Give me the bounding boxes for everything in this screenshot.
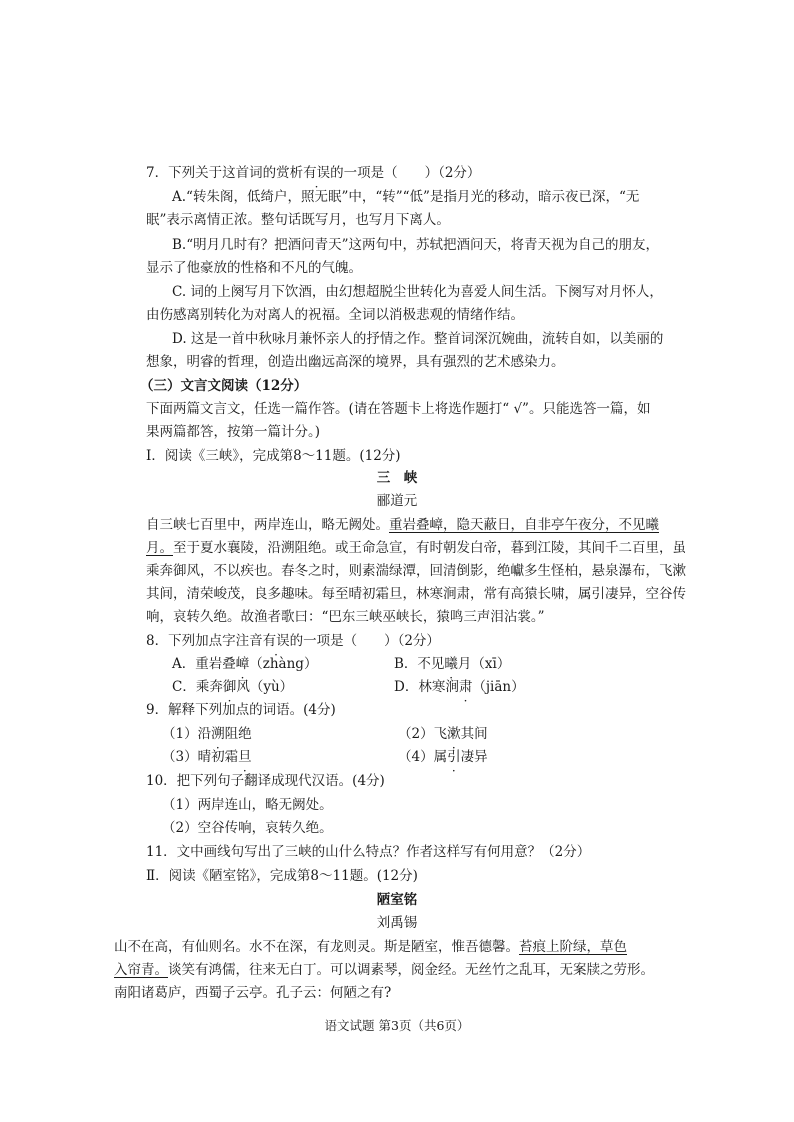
q10-stem: 10．把下列句子翻译成现代汉语。(4分) [146, 773, 385, 789]
emphasis-dot: 旦 [238, 749, 252, 765]
section-instruction-line1: 下面两篇文言文，任选一篇作答。(请在答题卡上将选作题打“ √”。只能选答一篇，如 [146, 401, 651, 417]
q8-option-b: B．不见曦月（xī） [394, 656, 511, 672]
underlined-sentence-end: 月。 [146, 540, 173, 556]
q7-option-b-line2: 显示了他豪放的性格和不凡的气魄。 [146, 260, 362, 276]
part1-passage-line4: 其间，清荣峻茂，良多趣味。每至晴初霜旦，林寒涧肃，常有高猿长啸，属引凄异，空谷传 [146, 586, 686, 602]
emphasis-dot: 曦 [444, 656, 458, 672]
part1-passage-line5: 响，哀转久绝。故渔者歌曰：“巴东三峡巫峡长，猿鸣三声泪沾裳。” [146, 609, 545, 625]
q11-stem: 11．文中画线句写出了三峡的山什么特点？作者这样写有何用意？（2分） [146, 844, 591, 860]
q7-option-c-line2: 由伤感离别转化为对离人的祝福。全词以消极悲观的情绪作结。 [146, 307, 524, 323]
part2-passage-line3: 南阳诸葛庐，西蜀子云亭。孔子云：何陋之有? [114, 985, 392, 1001]
underlined-sentence: 重岩叠嶂，隐天蔽日，自非亭午夜分，不见曦 [389, 517, 659, 533]
emphasis-dot: 有误 [303, 165, 331, 181]
q7-option-d-line1: D. 这是一首中秋咏月兼怀亲人的抒情之作。整首词深沉婉曲，流转自如，以美丽的 [172, 331, 664, 347]
underlined-sentence: 苔痕上阶绿，草色 [519, 939, 627, 955]
part1-title: 三 峡 [376, 470, 418, 486]
emphasis-dot: 嶂 [235, 656, 250, 672]
q7-option-a-line2: 眠”表示离情正浓。整句话既写月，也写月下离人。 [146, 212, 450, 228]
q7-option-a-line1: A.“转朱阁，低绮户，照无眠”中，“转”“低”是指月光的移动，暗示夜已深，“无 [172, 189, 640, 205]
q9-item-3: （3）晴初霜旦 [162, 749, 252, 765]
q8-option-c: C．乘奔御风（yù） [172, 679, 294, 695]
part2-author: 刘禹锡 [376, 915, 418, 931]
q9-item-1: （1）沿溯阻绝 [162, 726, 252, 742]
emphasis-dot: 御 [222, 679, 237, 695]
section-instruction-line2: 果两篇都答，按第一篇计分。) [146, 424, 321, 440]
part1-author: 郦道元 [376, 493, 418, 509]
part2-passage-line2: 入帘青。谈笑有鸿儒，往来无白丁。可以调素琴，阅金经。无丝竹之乱耳，无案牍之劳形。 [114, 962, 654, 978]
emphasis-dot: 有误 [262, 633, 290, 649]
part1-passage-line3: 乘奔御风，不以疾也。春冬之时，则素湍绿潭，回清倒影，绝巘多生怪柏，悬泉瀑布，飞漱 [146, 563, 686, 579]
part1-passage-line2: 月。至于夏水襄陵，沿溯阻绝。或王命急宣，有时朝发白帝，暮到江陵，其间千二百里，虽 [146, 540, 686, 556]
q7-option-c-line1: C. 词的上阕写月下饮酒，由幻想超脱尘世转化为喜爱人间生活。下阕写对月怀人， [172, 284, 663, 300]
emphasis-dot: 溯 [211, 726, 225, 742]
part1-passage-line1: 自三峡七百里中，两岸连山，略无阙处。重岩叠嶂，隐天蔽日，自非亭午夜分，不见曦 [146, 517, 659, 533]
q8-stem: 8．下列加点字注音有误的一项是（ ）（2分） [146, 633, 440, 649]
q9-item-2: （2）飞漱其间 [398, 726, 488, 742]
emphasis-dot: 肃 [458, 679, 473, 695]
emphasis-dot: 漱 [447, 726, 461, 742]
part1-intro: Ⅰ．阅读《三峡》，完成第8～11题。(12分) [146, 448, 401, 464]
part2-passage-line1: 山不在高，有仙则名。水不在深，有龙则灵。斯是陋室，惟吾德馨。苔痕上阶绿，草色 [114, 939, 627, 955]
section-heading: （三）文言文阅读（12分） [140, 378, 308, 394]
emphasis-dot: 引 [447, 749, 461, 765]
q7-option-d-line2: 想象，明睿的哲理，创造出幽远高深的境界，具有强烈的艺术感染力。 [146, 354, 565, 370]
underlined-sentence-end: 入帘青。 [114, 962, 168, 978]
part2-intro: Ⅱ．阅读《陋室铭》，完成第8～11题。(12分) [146, 868, 418, 884]
q9-item-4: （4）属引凄异 [398, 749, 488, 765]
q10-item-2: （2）空谷传响，哀转久绝。 [162, 820, 333, 836]
page-footer: 语文试题 第3页（共6页） [324, 1018, 470, 1033]
q8-option-a: A．重岩叠嶂（zhàng） [172, 656, 318, 672]
q8-option-d: D．林寒涧肃（jiān） [394, 679, 525, 695]
q10-item-1: （1）两岸连山，略无阙处。 [162, 797, 333, 813]
q7-option-b-line1: B.“明月几时有？把酒问青天”这两句中，苏轼把酒问天，将青天视为自己的朋友， [172, 237, 660, 253]
q9-stem: 9．解释下列加点的词语。(4分) [146, 702, 336, 718]
part2-title: 陋室铭 [376, 892, 418, 908]
q7-stem: 7．下列关于这首词的赏析有误的一项是（ ）（2分） [146, 165, 481, 181]
